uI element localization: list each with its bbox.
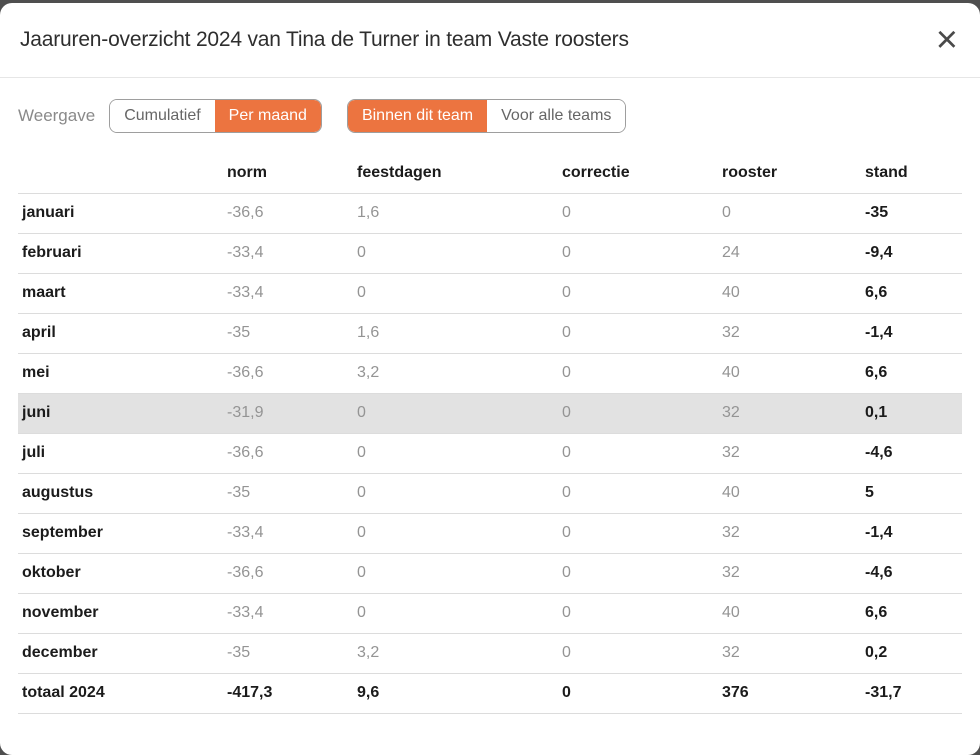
norm-cell: -36,6 xyxy=(223,433,353,473)
rooster-cell: 32 xyxy=(718,633,861,673)
stand-cell: -31,7 xyxy=(861,673,962,713)
feestdagen-cell: 0 xyxy=(353,433,558,473)
norm-cell: -33,4 xyxy=(223,513,353,553)
modal-title: Jaaruren-overzicht 2024 van Tina de Turner in team Vaste roosters xyxy=(20,28,629,51)
view-mode-toggle xyxy=(109,99,322,133)
table-row[interactable] xyxy=(18,393,962,433)
table-row[interactable] xyxy=(18,513,962,553)
toggle-binnen-dit-team[interactable]: Binnen dit team xyxy=(348,100,487,132)
norm-cell: -35 xyxy=(223,313,353,353)
rooster-cell: 376 xyxy=(718,673,861,713)
feestdagen-cell: 0 xyxy=(353,473,558,513)
month-cell: september xyxy=(18,513,223,553)
col-correctie: correctie xyxy=(558,153,718,193)
table-row[interactable] xyxy=(18,233,962,273)
correctie-cell: 0 xyxy=(558,313,718,353)
feestdagen-cell: 0 xyxy=(353,273,558,313)
correctie-cell: 0 xyxy=(558,273,718,313)
stand-cell: 6,6 xyxy=(861,593,962,633)
col-stand: stand xyxy=(861,153,962,193)
rooster-cell: 32 xyxy=(718,553,861,593)
rooster-cell: 40 xyxy=(718,593,861,633)
table-row[interactable] xyxy=(18,433,962,473)
month-cell: mei xyxy=(18,353,223,393)
table-row[interactable] xyxy=(18,473,962,513)
toggle-per-maand[interactable]: Per maand xyxy=(215,100,321,132)
month-cell: augustus xyxy=(18,473,223,513)
stand-cell: 0,2 xyxy=(861,633,962,673)
stand-cell: -4,6 xyxy=(861,433,962,473)
month-cell: oktober xyxy=(18,553,223,593)
norm-cell: -36,6 xyxy=(223,193,353,233)
norm-cell: -33,4 xyxy=(223,233,353,273)
month-cell: juli xyxy=(18,433,223,473)
stand-cell: -9,4 xyxy=(861,233,962,273)
correctie-cell: 0 xyxy=(558,553,718,593)
norm-cell: -36,6 xyxy=(223,353,353,393)
stand-cell: -1,4 xyxy=(861,313,962,353)
norm-cell: -35 xyxy=(223,633,353,673)
norm-cell: -33,4 xyxy=(223,593,353,633)
correctie-cell: 0 xyxy=(558,393,718,433)
rooster-cell: 32 xyxy=(718,313,861,353)
stand-cell: 0,1 xyxy=(861,393,962,433)
weergave-label: Weergave xyxy=(18,106,96,125)
stand-cell: -1,4 xyxy=(861,513,962,553)
norm-cell: -31,9 xyxy=(223,393,353,433)
rooster-cell: 24 xyxy=(718,233,861,273)
toggle-cumulatief[interactable]: Cumulatief xyxy=(110,100,214,132)
table-row[interactable] xyxy=(18,673,962,713)
rooster-cell: 40 xyxy=(718,473,861,513)
correctie-cell: 0 xyxy=(558,673,718,713)
table-row[interactable] xyxy=(18,593,962,633)
month-cell: juni xyxy=(18,393,223,433)
table-row[interactable] xyxy=(18,553,962,593)
rooster-cell: 32 xyxy=(718,393,861,433)
rooster-cell: 40 xyxy=(718,353,861,393)
header-row xyxy=(18,153,962,193)
correctie-cell: 0 xyxy=(558,193,718,233)
table-row[interactable] xyxy=(18,313,962,353)
feestdagen-cell: 3,2 xyxy=(353,633,558,673)
norm-cell: -417,3 xyxy=(223,673,353,713)
col-feestdagen: feestdagen xyxy=(353,153,558,193)
table-row[interactable] xyxy=(18,193,962,233)
col-month xyxy=(18,153,223,193)
feestdagen-cell: 0 xyxy=(353,593,558,633)
feestdagen-cell: 1,6 xyxy=(353,313,558,353)
rooster-cell: 0 xyxy=(718,193,861,233)
correctie-cell: 0 xyxy=(558,633,718,673)
norm-cell: -35 xyxy=(223,473,353,513)
month-cell: februari xyxy=(18,233,223,273)
team-scope-toggle xyxy=(347,99,626,133)
col-rooster: rooster xyxy=(718,153,861,193)
view-controls xyxy=(0,99,980,133)
table-row[interactable] xyxy=(18,273,962,313)
month-cell: januari xyxy=(18,193,223,233)
stand-cell: -35 xyxy=(861,193,962,233)
toggle-voor-alle-teams[interactable]: Voor alle teams xyxy=(487,100,625,132)
month-cell: november xyxy=(18,593,223,633)
feestdagen-cell: 0 xyxy=(353,393,558,433)
rooster-cell: 32 xyxy=(718,513,861,553)
feestdagen-cell: 3,2 xyxy=(353,353,558,393)
table-header xyxy=(18,153,962,193)
norm-cell: -33,4 xyxy=(223,273,353,313)
correctie-cell: 0 xyxy=(558,513,718,553)
stand-cell: -4,6 xyxy=(861,553,962,593)
correctie-cell: 0 xyxy=(558,233,718,273)
month-cell: april xyxy=(18,313,223,353)
feestdagen-cell: 0 xyxy=(353,233,558,273)
col-norm: norm xyxy=(223,153,353,193)
table-row[interactable] xyxy=(18,633,962,673)
correctie-cell: 0 xyxy=(558,433,718,473)
table-row[interactable] xyxy=(18,353,962,393)
table-body xyxy=(18,193,962,713)
stand-cell: 5 xyxy=(861,473,962,513)
correctie-cell: 0 xyxy=(558,593,718,633)
close-icon[interactable]: × xyxy=(930,21,964,59)
jaaruren-modal xyxy=(0,3,980,755)
stand-cell: 6,6 xyxy=(861,353,962,393)
rooster-cell: 40 xyxy=(718,273,861,313)
month-cell: maart xyxy=(18,273,223,313)
correctie-cell: 0 xyxy=(558,473,718,513)
correctie-cell: 0 xyxy=(558,353,718,393)
rooster-cell: 32 xyxy=(718,433,861,473)
modal-header xyxy=(0,3,980,78)
feestdagen-cell: 9,6 xyxy=(353,673,558,713)
month-cell: december xyxy=(18,633,223,673)
feestdagen-cell: 0 xyxy=(353,513,558,553)
hours-table xyxy=(18,153,962,714)
feestdagen-cell: 0 xyxy=(353,553,558,593)
feestdagen-cell: 1,6 xyxy=(353,193,558,233)
norm-cell: -36,6 xyxy=(223,553,353,593)
stand-cell: 6,6 xyxy=(861,273,962,313)
month-cell: totaal 2024 xyxy=(18,673,223,713)
